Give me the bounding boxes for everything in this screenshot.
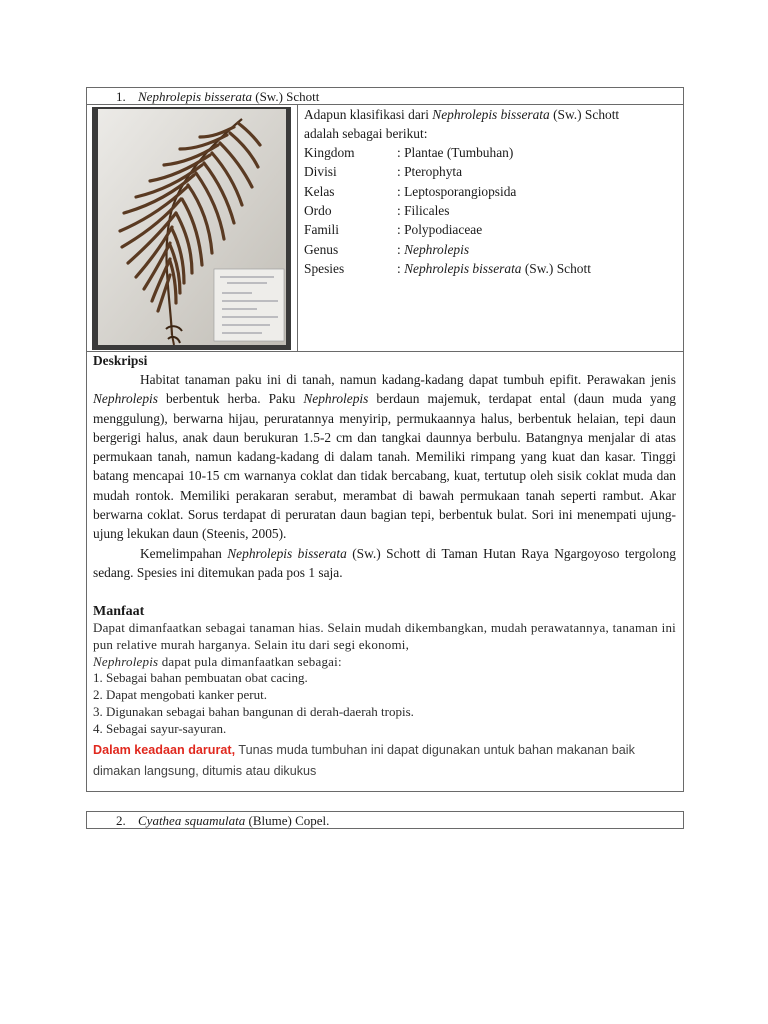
entry2-title-row — [86, 812, 684, 829]
deskripsi-section — [93, 352, 676, 582]
intro-line-1: Adapun klasifikasi dari Nephrolepis bisserata (Sw.) Schott — [304, 107, 620, 122]
classification-row-famili: Famili : Polypodiaceae — [304, 222, 483, 238]
entry1-species-title: Nephrolepis bisserata (Sw.) Schott — [138, 89, 320, 104]
list-item: 1. Sebagai bahan pembuatan obat cacing. — [93, 670, 308, 686]
classification-row-kelas: Kelas : Leptosporangiopsida — [304, 183, 517, 199]
list-item: 4. Sebagai sayur-sayuran. — [93, 720, 227, 736]
manfaat-paragraph: Dapat dimanfaatkan sebagai tanaman hias. Selain mudah dikembangkan, mudah perawatannya, tanaman ini pun relative murah harganya. Selain itu dari segi ekonomi, Nephrolepis dapat pula dimanfaatkan sebagai: — [93, 620, 676, 669]
intro-line-2: adalah sebagai berikut: — [304, 126, 428, 142]
classification-row-spesies: Spesies : Nephrolepis bisserata (Sw.) Schott — [304, 260, 591, 276]
column-divider — [297, 104, 298, 352]
deskripsi-paragraph-2: Kemelimpahan Nephrolepis bisserata (Sw.) Schott di Taman Hutan Raya Ngargoyoso tergolong sedang. Spesies ini ditemukan pada pos 1 saja. — [93, 545, 676, 580]
classification-row-kingdom: Kingdom : Plantae (Tumbuhan) — [304, 145, 514, 160]
manfaat-section — [93, 603, 676, 782]
classification-row-divisi: Divisi : Pterophyta — [304, 164, 463, 180]
classification-row-genus: Genus : Nephrolepis — [304, 241, 470, 257]
entry2-number: 2. — [116, 813, 126, 828]
herbarium-photo — [92, 107, 291, 350]
entry1-title-row — [86, 88, 684, 105]
manfaat-list — [93, 670, 676, 737]
darurat-label: Dalam keadaan darurat, — [93, 742, 236, 757]
list-item: 2. Dapat mengobati kanker perut. — [93, 687, 267, 703]
darurat-note: Dalam keadaan darurat, Tunas muda tumbuhan ini dapat digunakan untuk bahan makanan baik dimakan langsung, ditumis atau dikukus — [93, 742, 635, 778]
deskripsi-heading: Deskripsi — [93, 353, 148, 368]
classification-intro — [304, 105, 678, 144]
deskripsi-paragraph-1: Habitat tanaman paku ini di tanah, namun kadang-kadang dapat tumbuh epifit. Perawakan jenis Nephrolepis berbentuk herba. Paku Nephrolepis berdaun majemuk, terdapat ental (daun muda yang menggulung), berwarna hijau, peruratannya menyirip, permukaannya halus, berbentuk helaian, tepi daun bergerigi halus, anak daun berukuran 1.5-2 cm dan tangkai daunnya berbulu. Batangnya menjalar di atas permukaan tanah, namun kadang-kadang di dalam tanah. Memiliki rimpang yang kuat dan kasar. Tinggi batang mencapai 10-15 cm warnanya coklat dan tidak bercabang, kuat, tertutup oleh sisik coklat muda dan mudah rontok. Memiliki perakaran serabut, merambat di bawah permukaan tanah seperti rambut. Akar berwarna coklat. Sorus terdapat di peruratan daun bagian tepi, berbentuk bulat. Sori ini menempati ujung-ujung lekukan daun (Steenis, 2005). — [93, 372, 676, 542]
entry2-species-title: Cyathea squamulata (Blume) Copel. — [138, 813, 330, 828]
classification-row-ordo: Ordo : Filicales — [304, 202, 450, 218]
manfaat-heading: Manfaat — [93, 604, 145, 619]
classification-table — [304, 143, 678, 283]
fern-specimen-image — [92, 107, 291, 350]
list-item: 3. Digunakan sebagai bahan bangunan di derah-daerah tropis. — [93, 703, 414, 719]
entry1-number: 1. — [116, 89, 126, 104]
